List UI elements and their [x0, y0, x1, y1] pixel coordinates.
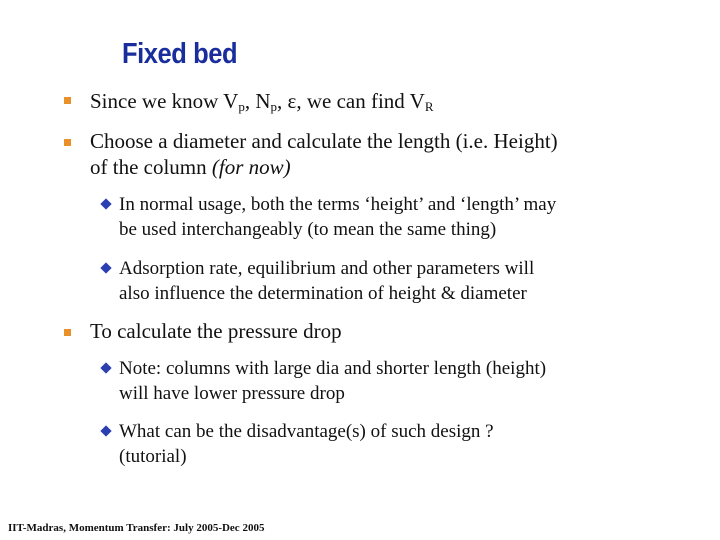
sub-bullet-text: be used interchangeably (to mean the same thing)	[119, 219, 497, 240]
bullet-text: To calculate the pressure drop	[90, 319, 342, 343]
bullet-text	[90, 154, 690, 180]
sub-bullet-item	[119, 192, 691, 242]
subscript: p	[270, 99, 278, 114]
sub-bullet-text: (tutorial)	[119, 446, 187, 467]
bullet-item	[90, 318, 690, 344]
bullet-text: Choose a diameter and calculate the length (i.e. Height)	[90, 129, 558, 153]
diamond-bullet-icon	[100, 198, 111, 209]
diamond-bullet-icon	[100, 425, 111, 436]
sub-bullet-text: In normal usage, both the terms ‘height’ and ‘length’ may	[119, 194, 557, 215]
sub-bullet-text: Adsorption rate, equilibrium and other parameters will	[119, 258, 535, 279]
emphasis-text: (for now)	[211, 155, 291, 179]
sub-bullet-text: also influence the determination of height & diameter	[119, 283, 527, 304]
square-bullet-icon	[64, 329, 71, 336]
slide-footer: IIT-Madras, Momentum Transfer: July 2005-Dec 2005	[8, 522, 265, 534]
diamond-bullet-icon	[100, 262, 111, 273]
bullet-text: Since we know V	[90, 89, 239, 113]
sub-bullet-item	[119, 256, 691, 306]
bullet-item	[90, 128, 690, 180]
bullet-text: , ε, we can find V	[277, 89, 425, 113]
slide-title: Fixed bed	[122, 38, 238, 70]
subscript: R	[424, 99, 434, 114]
sub-bullet-item	[119, 356, 691, 406]
sub-bullet-text: What can be the disadvantage(s) of such design ?	[119, 421, 494, 442]
sub-bullet-text: will have lower pressure drop	[119, 383, 345, 404]
bullet-text: , N	[244, 89, 271, 113]
square-bullet-icon	[64, 97, 71, 104]
bullet-text-part: of the column	[90, 155, 212, 179]
diamond-bullet-icon	[100, 362, 111, 373]
sub-bullet-item	[119, 419, 691, 469]
subscript: p	[238, 99, 245, 114]
sub-bullet-text: Note: columns with large dia and shorter length (height)	[119, 358, 547, 379]
bullet-item	[90, 88, 690, 114]
square-bullet-icon	[64, 139, 71, 146]
